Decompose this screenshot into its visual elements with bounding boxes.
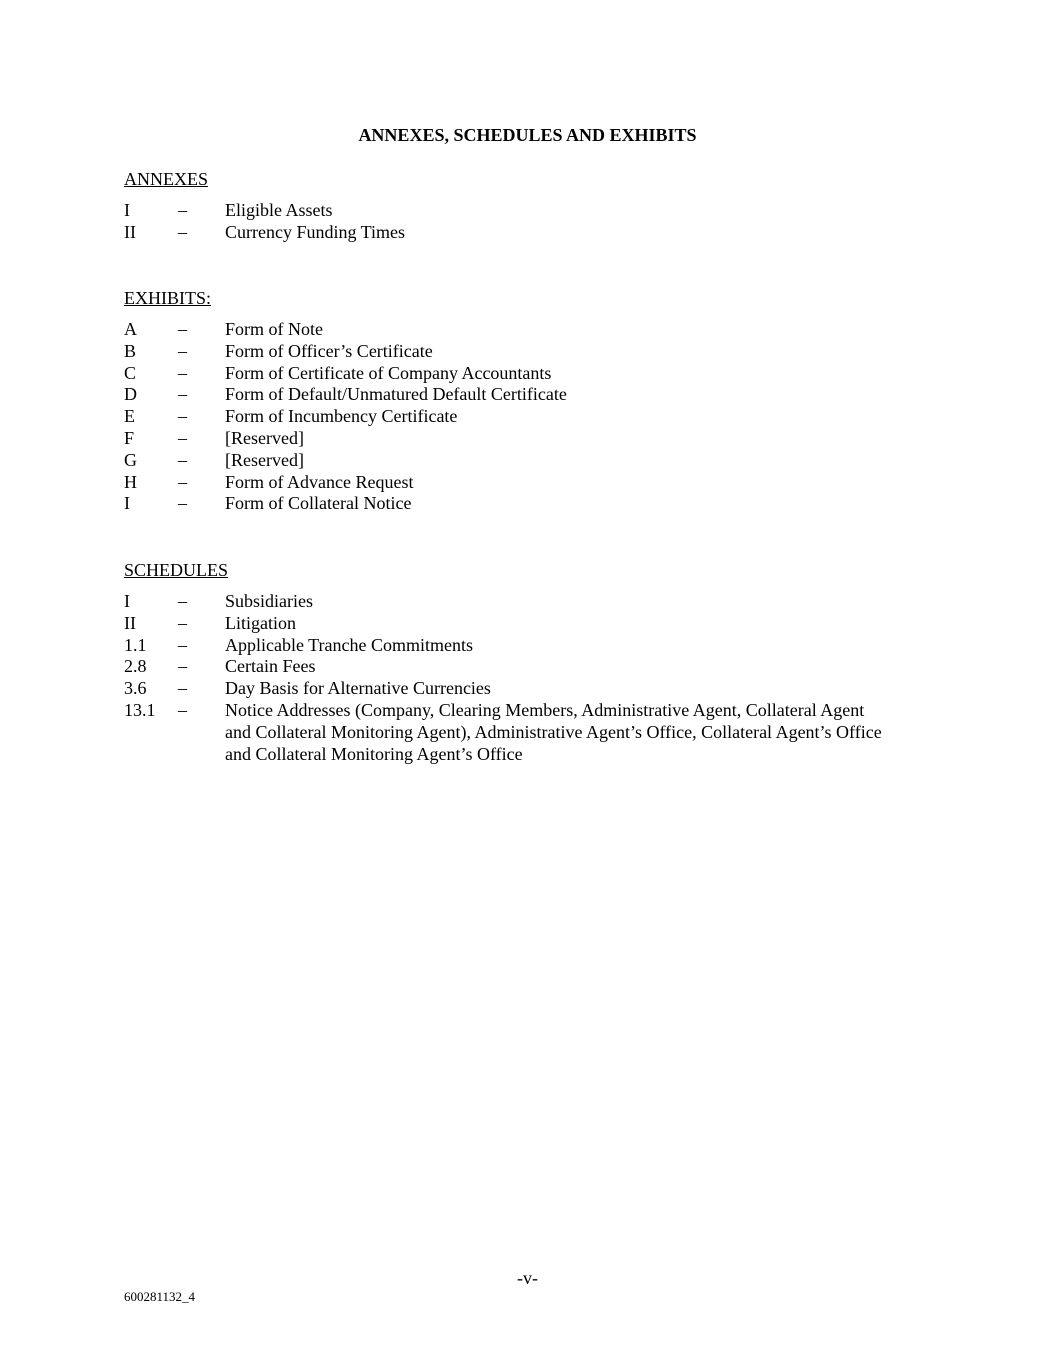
entry-code: 1.1: [124, 634, 147, 655]
schedules-heading: SCHEDULES: [124, 560, 229, 580]
entry-code: H: [124, 471, 137, 492]
entry-dash: –: [178, 634, 187, 655]
entry-text: Form of Collateral Notice: [225, 493, 412, 514]
list-item: [124, 406, 884, 428]
entry-dash: –: [178, 449, 187, 470]
exhibits-heading: EXHIBITS:: [124, 288, 211, 308]
list-item: [124, 200, 884, 222]
entry-code: B: [124, 340, 137, 361]
entry-dash: –: [178, 471, 187, 492]
entry-text: Form of Note: [225, 319, 323, 339]
entry-text: Form of Advance Request: [225, 471, 414, 492]
entry-dash: –: [178, 362, 187, 383]
entry-code: II: [124, 221, 136, 242]
list-item: [124, 678, 884, 700]
entry-dash: –: [178, 699, 187, 720]
entry-text: Applicable Tranche Commitments: [225, 634, 473, 655]
list-item: [124, 363, 884, 385]
entry-code: E: [124, 406, 135, 427]
entry-code: F: [124, 427, 135, 448]
entry-code: D: [124, 384, 137, 405]
list-item: [124, 222, 884, 244]
entry-dash: –: [178, 200, 187, 220]
document-title: ANNEXES, SCHEDULES AND EXHIBITS: [358, 125, 697, 145]
list-item: [124, 635, 884, 657]
list-item: [124, 591, 884, 613]
entry-text: Form of Incumbency Certificate: [225, 406, 458, 427]
page-number: -v-: [517, 1268, 538, 1288]
entry-dash: –: [178, 427, 187, 448]
entry-text: Form of Default/Unmatured Default Certificate: [225, 384, 567, 405]
entry-dash: –: [178, 406, 187, 427]
annexes-list: [124, 200, 884, 244]
entry-dash: –: [178, 591, 187, 611]
entry-text: Form of Officer’s Certificate: [225, 340, 433, 361]
entry-dash: –: [178, 493, 187, 514]
entry-dash: –: [178, 340, 187, 361]
entry-text: Day Basis for Alternative Currencies: [225, 678, 491, 699]
entry-text: [Reserved]: [225, 427, 304, 448]
entry-code: A: [124, 319, 137, 339]
entry-code: 3.6: [124, 678, 147, 699]
list-item: [124, 384, 884, 406]
list-item: [124, 341, 884, 363]
annexes-heading: ANNEXES: [124, 169, 208, 189]
entry-text: Currency Funding Times: [225, 221, 406, 242]
list-item: [124, 613, 884, 635]
entry-text: Notice Addresses (Company, Clearing Members, Administrative Agent, Collateral Agent and Collateral Monitoring Agent), Administrative Agent’s Office, Collateral Agent’s Office and Collateral Monitoring Agent’s Office: [225, 699, 882, 764]
entry-code: 2.8: [124, 656, 147, 677]
entry-code: C: [124, 362, 137, 383]
entry-code: I: [124, 591, 130, 611]
entry-dash: –: [178, 678, 187, 699]
entry-dash: –: [178, 384, 187, 405]
list-item: [124, 450, 884, 472]
entry-code: I: [124, 493, 130, 514]
entry-text: Litigation: [225, 612, 296, 633]
entry-dash: –: [178, 221, 187, 242]
entry-text: Certain Fees: [225, 656, 316, 677]
entry-dash: –: [178, 612, 187, 633]
entry-text: Form of Certificate of Company Accountants: [225, 362, 552, 383]
entry-code: I: [124, 200, 130, 220]
list-item: [124, 700, 884, 765]
list-item: [124, 428, 884, 450]
entry-text: [Reserved]: [225, 449, 304, 470]
entry-code: G: [124, 449, 137, 470]
entry-dash: –: [178, 319, 187, 339]
entry-text: Subsidiaries: [225, 591, 313, 611]
entry-text: Eligible Assets: [225, 200, 333, 220]
exhibits-list: [124, 319, 884, 515]
list-item: [124, 656, 884, 678]
list-item: [124, 493, 884, 515]
list-item: [124, 319, 884, 341]
schedules-list: [124, 591, 884, 765]
document-id: 600281132_4: [124, 1289, 196, 1304]
entry-dash: –: [178, 656, 187, 677]
entry-code: II: [124, 612, 136, 633]
list-item: [124, 472, 884, 494]
entry-code: 13.1: [124, 699, 156, 720]
